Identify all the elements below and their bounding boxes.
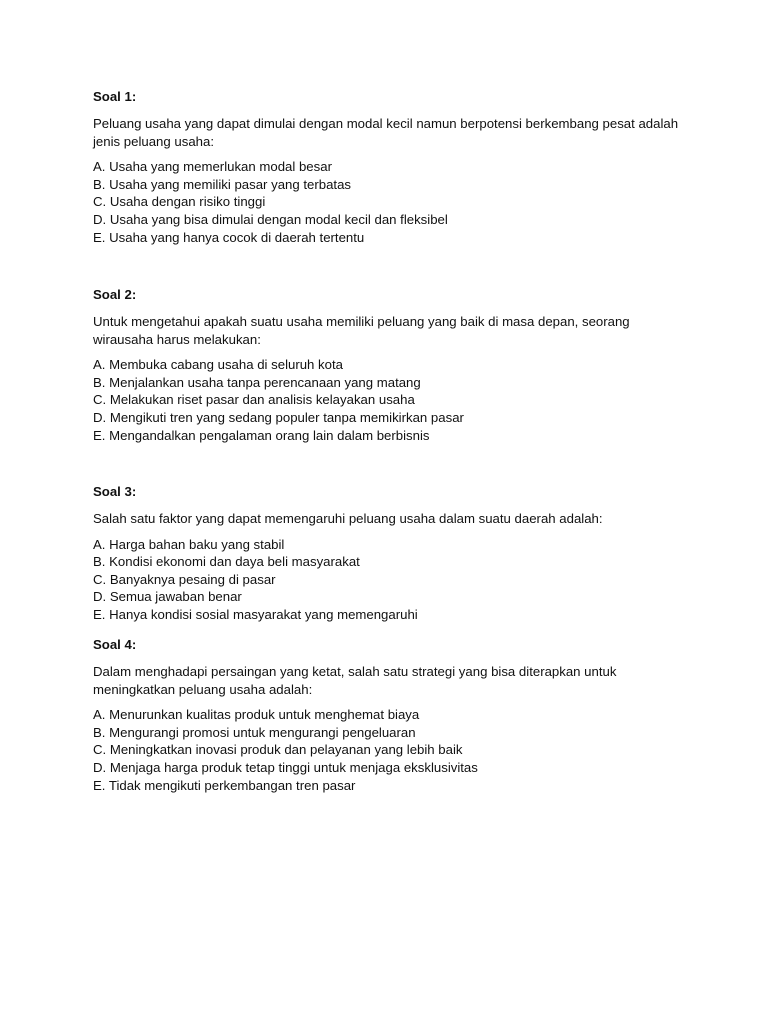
options-list bbox=[93, 706, 693, 794]
option-e: E. Tidak mengikuti perkembangan tren pasar bbox=[93, 777, 356, 793]
question-title: Soal 3: bbox=[93, 484, 137, 499]
question-1 bbox=[93, 88, 693, 246]
option-a: A. Menurunkan kualitas produk untuk menghemat biaya bbox=[93, 707, 420, 723]
options-list bbox=[93, 536, 693, 624]
option-b: B. Menjalankan usaha tanpa perencanaan yang matang bbox=[93, 374, 421, 390]
question-3 bbox=[93, 483, 693, 624]
option-d: D. Semua jawaban benar bbox=[93, 589, 242, 605]
question-title: Soal 4: bbox=[93, 637, 137, 652]
option-c: C. Melakukan riset pasar dan analisis kelayakan usaha bbox=[93, 392, 415, 408]
option-c: C. Meningkatkan inovasi produk dan pelayanan yang lebih baik bbox=[93, 742, 463, 758]
option-b: B. Usaha yang memiliki pasar yang terbatas bbox=[93, 176, 352, 192]
question-title: Soal 2: bbox=[93, 287, 137, 302]
option-a: A. Membuka cabang usaha di seluruh kota bbox=[93, 357, 343, 373]
option-c: C. Usaha dengan risiko tinggi bbox=[93, 194, 266, 210]
question-2 bbox=[93, 286, 693, 444]
option-e: E. Hanya kondisi sosial masyarakat yang memengaruhi bbox=[93, 606, 418, 622]
option-b: B. Kondisi ekonomi dan daya beli masyarakat bbox=[93, 554, 360, 570]
option-a: A. Usaha yang memerlukan modal besar bbox=[93, 159, 332, 175]
question-text: Salah satu faktor yang dapat memengaruhi peluang usaha dalam suatu daerah adalah: bbox=[93, 511, 603, 526]
question-4 bbox=[93, 636, 693, 794]
option-b: B. Mengurangi promosi untuk mengurangi pengeluaran bbox=[93, 724, 416, 740]
option-c: C. Banyaknya pesaing di pasar bbox=[93, 571, 276, 587]
question-text: Untuk mengetahui apakah suatu usaha memiliki peluang yang baik di masa depan, seorang wirausaha harus melakukan: bbox=[93, 314, 630, 347]
option-d: D. Menjaga harga produk tetap tinggi untuk menjaga eksklusivitas bbox=[93, 759, 478, 775]
option-a: A. Harga bahan baku yang stabil bbox=[93, 536, 285, 552]
option-d: D. Mengikuti tren yang sedang populer tanpa memikirkan pasar bbox=[93, 409, 464, 425]
options-list bbox=[93, 158, 693, 246]
options-list bbox=[93, 356, 693, 444]
option-e: E. Mengandalkan pengalaman orang lain dalam berbisnis bbox=[93, 427, 430, 443]
question-text: Dalam menghadapi persaingan yang ketat, salah satu strategi yang bisa diterapkan untuk meningkatkan peluang usaha adalah: bbox=[93, 664, 617, 697]
option-d: D. Usaha yang bisa dimulai dengan modal kecil dan fleksibel bbox=[93, 211, 448, 227]
question-title: Soal 1: bbox=[93, 89, 137, 104]
question-text: Peluang usaha yang dapat dimulai dengan modal kecil namun berpotensi berkembang pesat adalah jenis peluang usaha: bbox=[93, 116, 679, 149]
option-e: E. Usaha yang hanya cocok di daerah tertentu bbox=[93, 229, 365, 245]
